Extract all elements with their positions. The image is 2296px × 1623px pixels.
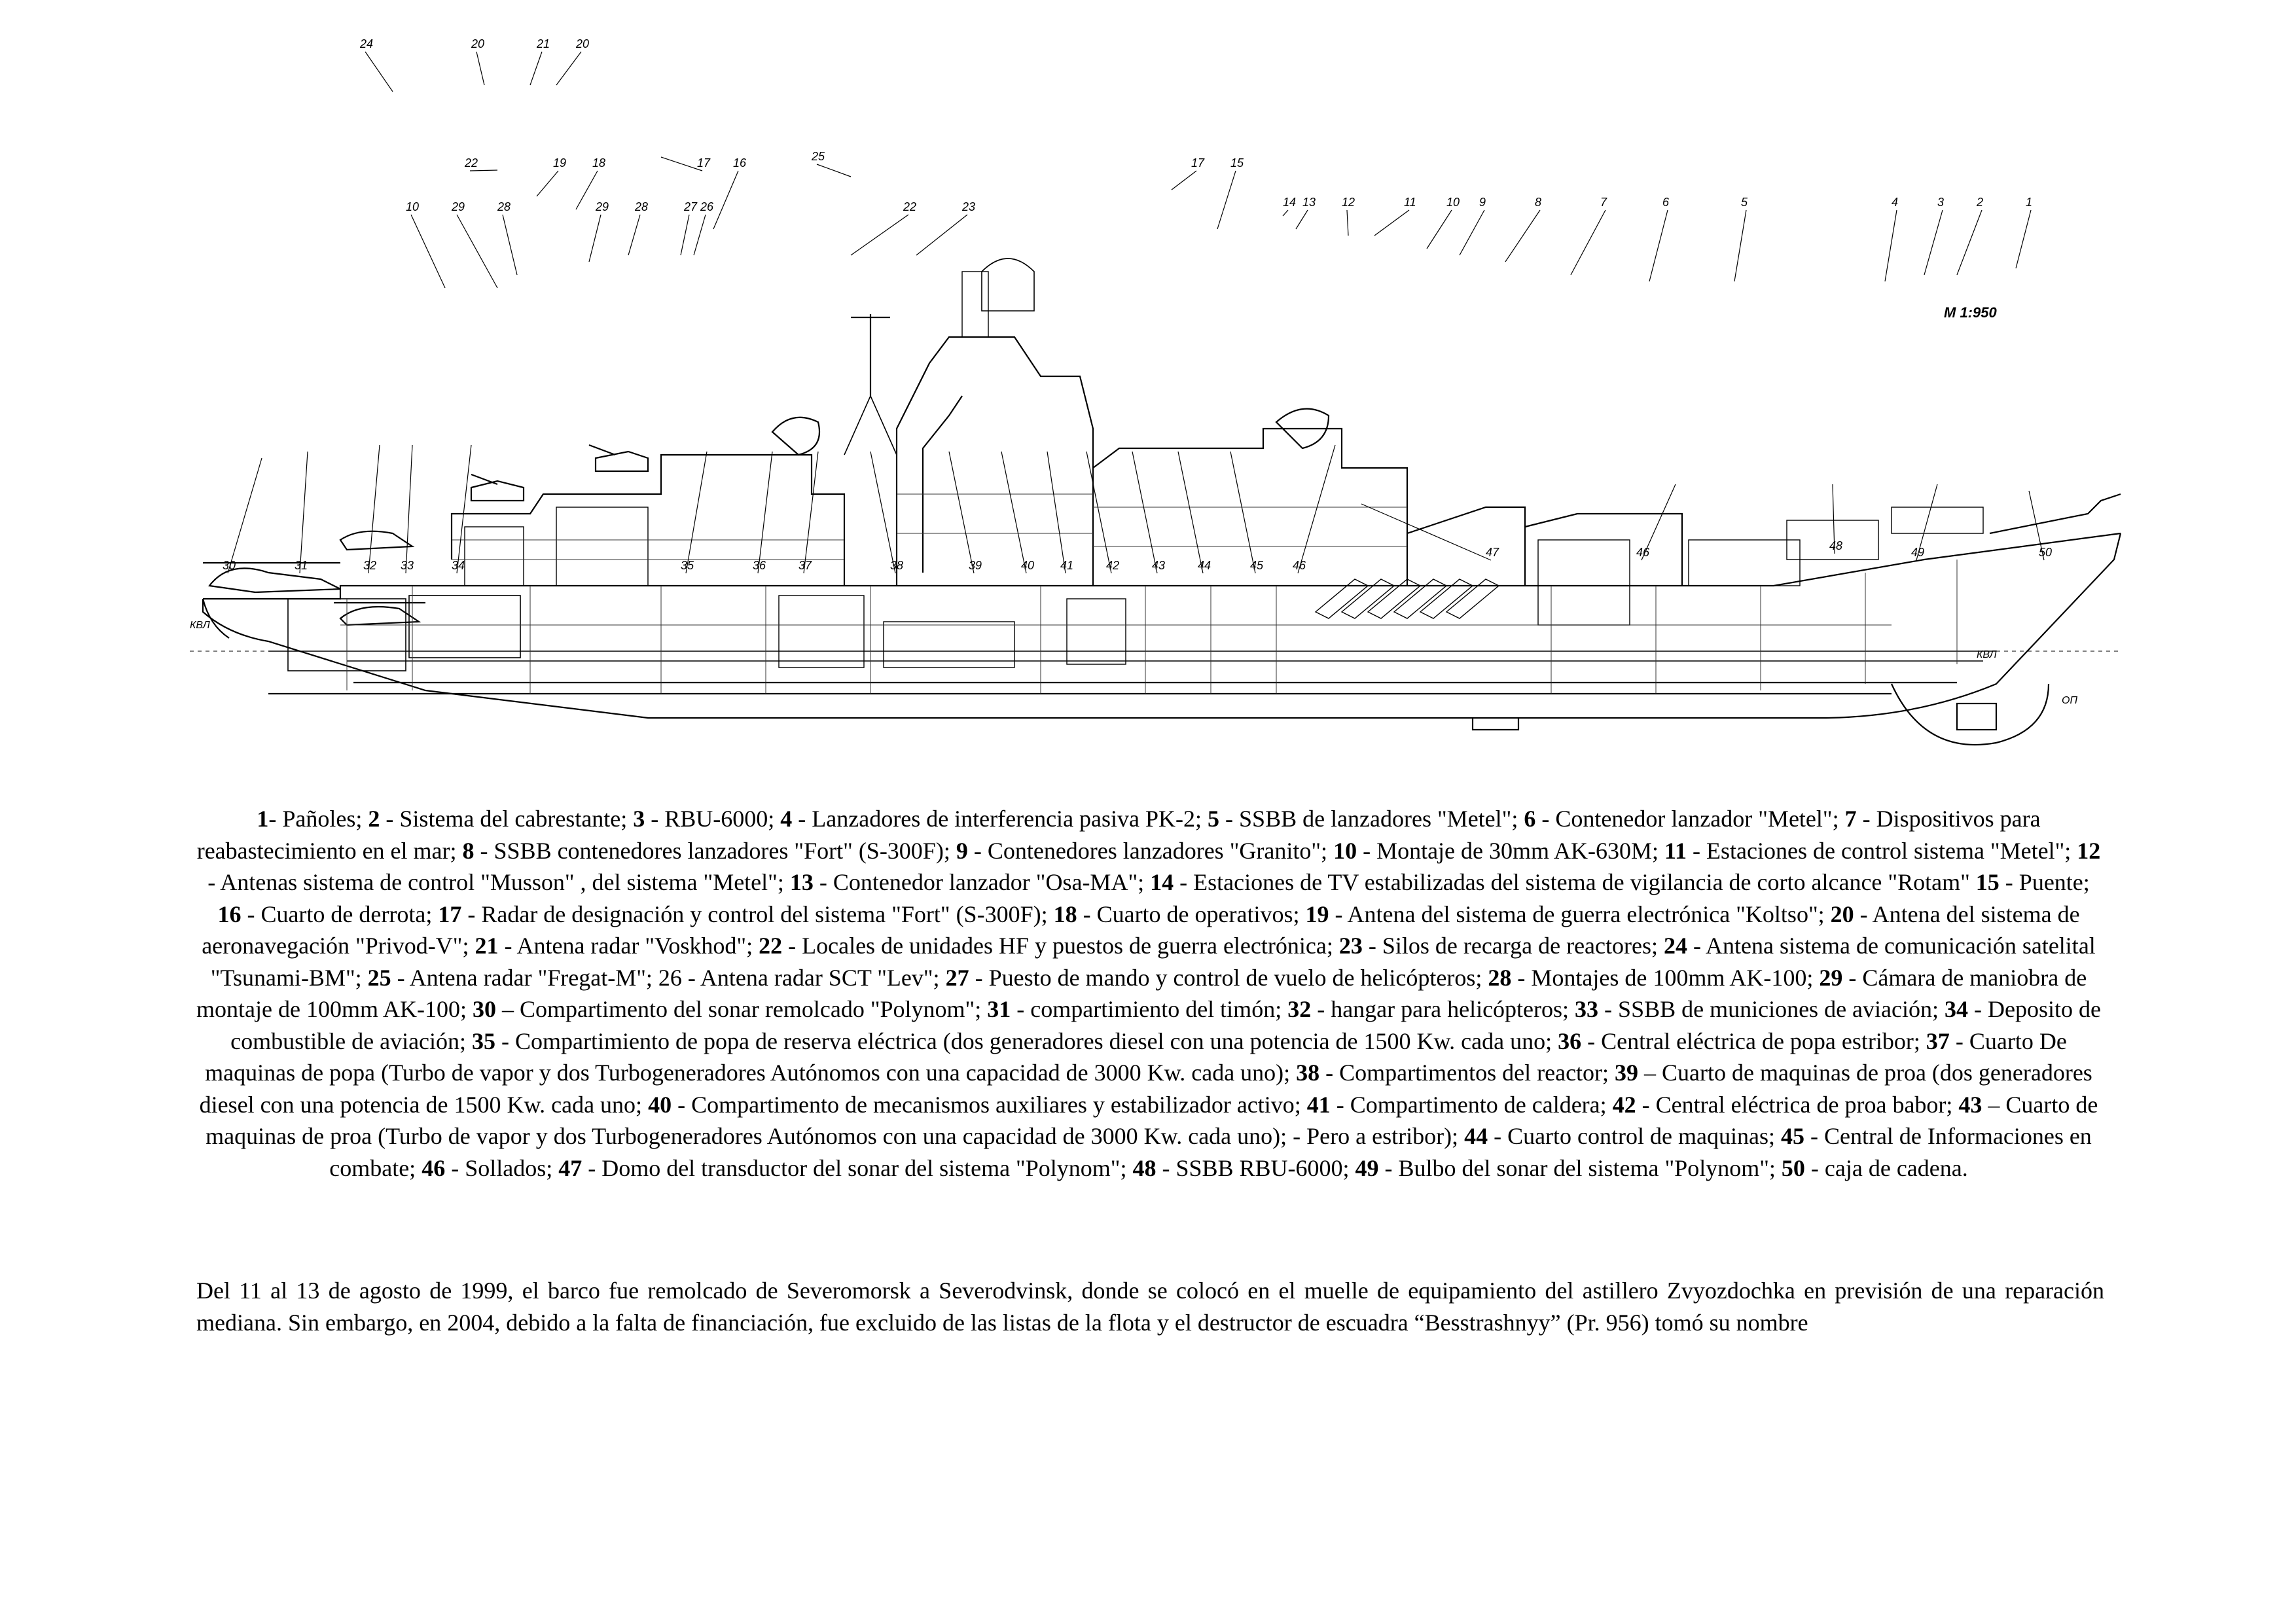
legend-item: 3 - RBU-6000; (633, 806, 775, 832)
legend-item: 27 - Puesto de mando y control de vuelo de helicópteros; (945, 964, 1482, 991)
callout-leader-line (1172, 171, 1196, 190)
callout-leader-line (411, 215, 445, 288)
legend-item-number: 38 (1296, 1060, 1320, 1086)
ship-profile-drawing (190, 37, 2121, 808)
legend-item-number: 23 (1338, 933, 1363, 959)
callout-number: 26 (700, 200, 714, 213)
legend-item-text: Cámara de maniobra de montaje de 100mm AK-100; (196, 964, 2087, 1022)
legend-item: 8 - SSBB contenedores lanzadores "Fort" (S-300F); (462, 837, 950, 864)
callout-leader-line (628, 215, 640, 255)
callout-leader-line (365, 52, 393, 92)
callout-number: 9 (1479, 196, 1486, 209)
legend-item: 50 - caja de cadena. (1781, 1154, 1968, 1181)
legend-item: 13 - Contenedor lanzador "Osa-MA"; (789, 869, 1145, 895)
legend-item: 12 - Antenas sistema de control "Musson" , del sistema "Metel"; (207, 837, 2101, 895)
legend-item-text: SSBB RBU-6000; (1175, 1154, 1350, 1181)
callout-leader-line (1374, 210, 1409, 236)
legend-item-number: 27 (945, 964, 969, 991)
legend-item-number: 31 (987, 996, 1011, 1022)
legend-item-text: Radar de designación y control del sistema "Fort" (S-300F); (481, 901, 1048, 927)
legend-item: 6 - Contenedor lanzador "Metel"; (1524, 806, 1839, 832)
sonar-bulb (1892, 684, 2049, 745)
callout-number: 7 (1600, 196, 1607, 209)
legend-item-text: caja de cadena. (1824, 1154, 1968, 1181)
callout-number: 41 (1060, 559, 1074, 572)
legend-item-number: 44 (1464, 1123, 1488, 1149)
callout-leader-line (1086, 452, 1111, 573)
callout-number: 17 (1191, 156, 1205, 169)
legend-item: 16 - Cuarto de derrota; (217, 901, 433, 927)
legend-item: 40 - Compartimento de mecanismos auxiliares y estabilizador activo; (648, 1091, 1301, 1118)
legend-item-text: Pañoles; (282, 806, 363, 832)
legend-item-number: 43 (1958, 1091, 1982, 1118)
legend-item-text: Cuarto de maquinas de proa (Turbo de vapor y dos Turbogeneradores Autónomos con una capacidad de 3000 Kw. cada uno); - Pero a estribor); (206, 1091, 2098, 1149)
legend-item: 36 - Central eléctrica de popa estribor; (1558, 1027, 1920, 1054)
legend-item-text: Montaje de 30mm AK-630M; (1376, 837, 1659, 864)
legend-item-text: compartimiento del timón; (1030, 996, 1282, 1022)
callout-leader-line (713, 171, 738, 229)
waterline-label-bow: КВЛ (1977, 649, 1997, 660)
callout-number: 42 (1106, 559, 1120, 572)
callout-leader-line (556, 52, 581, 85)
legend-item: 43 – Cuarto de maquinas de proa (Turbo de vapor y dos Turbogeneradores Autónomos con una capacidad de 3000 Kw. cada uno); - Pero a estribor); (206, 1091, 2098, 1149)
callout-number: 47 (1486, 546, 1499, 559)
legend-item-text: Cuarto de operativos; (1096, 901, 1300, 927)
callout-number: 21 (537, 37, 550, 50)
callout-leader-line (476, 52, 484, 85)
legend-item-number: 33 (1575, 996, 1599, 1022)
callout-number: 22 (465, 156, 478, 169)
callout-leader-line (589, 215, 601, 262)
legend-item-text: Silos de recarga de reactores; (1382, 933, 1658, 959)
callout-number: 49 (1911, 546, 1925, 559)
legend-item-number: 48 (1132, 1154, 1157, 1181)
legend-item: 14 - Estaciones de TV estabilizadas del sistema de vigilancia de corto alcance "Rotam" (1150, 869, 1970, 895)
callout-leader-line (1047, 452, 1066, 573)
legend-item-text: hangar para helicópteros; (1331, 996, 1570, 1022)
legend-item-number: 5 (1208, 806, 1220, 832)
legend-item-text: Cuarto control de maquinas; (1507, 1123, 1775, 1149)
legend-item-number: 17 (438, 901, 462, 927)
callout-leader-line (406, 445, 412, 573)
main-mast-block (897, 337, 1093, 586)
callout-leader-line (1734, 210, 1746, 281)
callout-number: 50 (2039, 546, 2053, 559)
legend-item: 42 - Central eléctrica de proa babor; (1612, 1091, 1953, 1118)
legend-item: 41 - Compartimento de caldera; (1306, 1091, 1607, 1118)
legend-item-number: 41 (1306, 1091, 1331, 1118)
legend-item-number: 34 (1944, 996, 1968, 1022)
legend-item: 32 - hangar para helicópteros; (1287, 996, 1570, 1022)
callout-number: 23 (962, 200, 976, 213)
callout-leader-line (503, 215, 517, 275)
legend-item: 9 - Contenedores lanzadores "Granito"; (956, 837, 1328, 864)
legend-item-text: Compartimento del sonar remolcado "Polynom"; (519, 996, 982, 1022)
callout-leader-line (694, 215, 706, 255)
callout-number: 45 (1250, 559, 1264, 572)
callout-leader-line (300, 452, 308, 573)
legend-item: 35 - Compartimiento de popa de reserva eléctrica (dos generadores diesel con una potencia de 1500 Kw. cada uno; (472, 1027, 1552, 1054)
callout-number: 12 (1342, 196, 1355, 209)
legend-item-number: 13 (789, 869, 814, 895)
legend-item-number: 39 (1615, 1060, 1639, 1086)
legend-item: 15 - Puente; (1975, 869, 2090, 895)
callout-number: 33 (401, 559, 414, 572)
legend-item-text: Central eléctrica de popa estribor; (1601, 1027, 1920, 1054)
legend-item-number: 16 (217, 901, 242, 927)
sonar-dome (1473, 718, 1518, 730)
callout-leader-line (1217, 171, 1236, 229)
legend-item: 49 - Bulbo del sonar del sistema "Polynom"; (1355, 1154, 1776, 1181)
callout-leader-line (1283, 210, 1288, 216)
bulb-label: ОП (2062, 695, 2078, 706)
legend-item-text: Lanzadores de interferencia pasiva PK-2; (812, 806, 1202, 832)
legend-item-number: 8 (462, 837, 475, 864)
callout-number: 4 (1892, 196, 1899, 209)
legend-item-number: 6 (1524, 806, 1536, 832)
callout-leader-line (1571, 210, 1605, 275)
legend-item-number: 3 (633, 806, 645, 832)
legend-item-number: 47 (558, 1154, 583, 1181)
callout-leader-line (1885, 210, 1897, 281)
legend-item-text: Contenedores lanzadores "Granito"; (987, 837, 1328, 864)
callout-number: 3 (1937, 196, 1945, 209)
callout-leader-line (1649, 210, 1668, 281)
callout-number: 22 (903, 200, 917, 213)
legend-item-text: Bulbo del sonar del sistema "Polynom"; (1398, 1154, 1776, 1181)
legend-item: 1- Pañoles; (257, 806, 363, 832)
callout-leader-line (530, 52, 542, 85)
callout-number: 39 (969, 559, 982, 572)
legend-item-text: Cuarto de maquinas de proa (dos generadores diesel con una potencia de 1500 Kw. cada uno; (199, 1060, 2092, 1118)
legend-item: 29 - Cámara de maniobra de montaje de 100mm AK-100; (196, 964, 2087, 1022)
callout-number: 10 (406, 200, 420, 213)
legend-item: 20 - Antena del sistema de aeronavegación "Privod-V"; (202, 901, 2080, 959)
callout-leader-line (1298, 445, 1335, 573)
legend-item-number: 30 (472, 996, 496, 1022)
legend-item-number: 24 (1663, 933, 1687, 959)
legend-item-number: 14 (1150, 869, 1174, 895)
callout-number: 24 (360, 37, 374, 50)
callout-number: 32 (363, 559, 377, 572)
legend-item-number: 10 (1333, 837, 1357, 864)
legend-item-text: RBU-6000; (664, 806, 775, 832)
legend-item-number: 42 (1612, 1091, 1636, 1118)
callout-number: 27 (684, 200, 698, 213)
legend-item-text: Antena radar "Fregat-M"; 26 - Antena radar SCT "Lev"; (409, 964, 940, 991)
legend-item-number: 45 (1780, 1123, 1804, 1149)
callout-leader-line (1001, 452, 1026, 573)
callout-number: 36 (753, 559, 766, 572)
legend-item: 48 - SSBB RBU-6000; (1132, 1154, 1350, 1181)
callout-leader-line (817, 164, 851, 177)
legend-item-text: Antena sistema de comunicación satelital "Tsunami-BM"; (210, 933, 2096, 991)
legend-item-text: Dispositivos para reabastecimiento en el mar; (196, 806, 2041, 864)
legend-item-text: Contenedor lanzador "Osa-MA"; (833, 869, 1145, 895)
callout-number: 40 (1021, 559, 1035, 572)
callout-leader-line (1132, 452, 1157, 573)
legend-item: 30 – Compartimento del sonar remolcado "Polynom"; (472, 996, 982, 1022)
callout-number: 35 (681, 559, 694, 572)
legend-item-text: SSBB de lanzadores "Metel"; (1239, 806, 1518, 832)
callout-number: 43 (1152, 559, 1166, 572)
legend-item-number: 36 (1558, 1027, 1582, 1054)
legend-item: 4 - Lanzadores de interferencia pasiva PK-2; (780, 806, 1202, 832)
callout-number: 37 (798, 559, 812, 572)
helicopter-hangar (340, 607, 419, 625)
legend-item: 38 - Compartimentos del reactor; (1296, 1060, 1609, 1086)
legend-item: 46 - Sollados; (422, 1154, 553, 1181)
callout-number: 15 (1230, 156, 1244, 169)
callout-number: 20 (576, 37, 590, 50)
legend-item: 17 - Radar de designación y control del sistema "Fort" (S-300F); (438, 901, 1048, 927)
legend-item-number: 29 (1819, 964, 1843, 991)
legend-item-text: Cuarto De maquinas de popa (Turbo de vapor y dos Turbogeneradores Autónomos con una capacidad de 3000 Kw. cada uno); (205, 1027, 2067, 1086)
legend-item-number: 19 (1305, 901, 1329, 927)
legend-item: 23 - Silos de recarga de reactores; (1338, 933, 1658, 959)
legend-item-text: Sistema del cabrestante; (399, 806, 628, 832)
callout-number: 17 (697, 156, 711, 169)
callout-leader-line (758, 452, 772, 573)
callout-leader-line (1427, 210, 1452, 249)
legend-item-text: Puente; (2018, 869, 2090, 895)
legend-item-number: 18 (1053, 901, 1077, 927)
legend-item-text: Puesto de mando y control de vuelo de helicópteros; (988, 964, 1482, 991)
legend-item-number: 25 (367, 964, 391, 991)
legend-item-number: 35 (472, 1027, 496, 1054)
callout-number: 25 (812, 150, 825, 163)
legend-item-text: Cuarto de derrota; (260, 901, 433, 927)
legend-item-number: 7 (1844, 806, 1857, 832)
history-note: Del 11 al 13 de agosto de 1999, el barco fue remolcado de Severomorsk a Severodvinsk, donde se colocó en el muelle de equipamiento del astillero Zvyozdochka en previsión de una reparación mediana. Sin embargo, en 2004, debido a la falta de financiación, fue excluido de las listas de la flota y el destructor de escuadra “Besstrashnyy” (Pr. 956) tomó su nombre (196, 1277, 2104, 1336)
legend-item-number: 50 (1781, 1154, 1805, 1181)
legend-item-text: Antena del sistema de guerra electrónica "Koltso"; (1347, 901, 1825, 927)
legend-item-text: Sollados; (465, 1154, 553, 1181)
legend-item-number: 4 (780, 806, 793, 832)
callout-leader-line (368, 445, 380, 573)
callout-number: 28 (635, 200, 649, 213)
legend-item-number: 12 (2077, 837, 2101, 864)
legend-item-text: SSBB contenedores lanzadores "Fort" (S-300F); (493, 837, 950, 864)
legend-paragraph (196, 803, 2101, 1184)
legend-item-number: 1 (257, 806, 269, 832)
callout-leader-line (576, 171, 598, 209)
legend-item: 11 - Estaciones de control sistema "Metel"; (1664, 837, 2072, 864)
callout-number: 38 (890, 559, 904, 572)
callout-leader-line (949, 452, 974, 573)
callout-leader-line (1957, 210, 1982, 275)
legend-item-text: Central de Informaciones en combate; (329, 1123, 2092, 1181)
callout-leader-line (1460, 210, 1484, 255)
legend-item: 24 - Antena sistema de comunicación satelital "Tsunami-BM"; (210, 933, 2096, 991)
callout-leader-line (457, 445, 471, 573)
callout-leader-line (681, 215, 689, 255)
callout-leader-line (2016, 210, 2031, 268)
legend-item: 34 - Deposito de combustible de aviación; (230, 996, 2101, 1054)
legend-item: 21 - Antena radar "Voskhod"; (475, 933, 753, 959)
legend-item-text: Antena radar "Voskhod"; (516, 933, 753, 959)
legend-item: 44 - Cuarto control de maquinas; (1464, 1123, 1775, 1149)
callout-number: 8 (1535, 196, 1542, 209)
callout-leader-line (470, 170, 497, 171)
legend-item-number: 49 (1355, 1154, 1379, 1181)
legend-item-text: Antena del sistema de aeronavegación "Privod-V"; (202, 901, 2080, 959)
legend-item-number: 11 (1664, 837, 1687, 864)
legend-item-number: 20 (1830, 901, 1854, 927)
legend-item: 22 - Locales de unidades HF y puestos de guerra electrónica; (759, 933, 1333, 959)
legend-item: 18 - Cuarto de operativos; (1053, 901, 1300, 927)
legend-item-text: Compartimentos del reactor; (1339, 1060, 1609, 1086)
waterline-label-stern: КВЛ (190, 620, 210, 631)
ship-cutaway-diagram (190, 37, 2121, 808)
callout-number: 31 (295, 559, 308, 572)
legend-item-number: 22 (759, 933, 783, 959)
callout-number: 34 (452, 559, 465, 572)
legend-item-number: 9 (956, 837, 968, 864)
callout-leader-line (686, 452, 707, 573)
legend-item: 31 - compartimiento del timón; (987, 996, 1282, 1022)
legend-item-text: Central eléctrica de proa babor; (1655, 1091, 1953, 1118)
callout-leader-line (661, 157, 702, 171)
legend-item-text: Antenas sistema de control "Musson" , del sistema "Metel"; (220, 869, 784, 895)
stern-transom (203, 599, 229, 638)
callout-number: 18 (592, 156, 606, 169)
callout-leader-line (1230, 452, 1255, 573)
legend-item: 45 - Central de Informaciones en combate; (329, 1123, 2092, 1181)
callout-leader-line (1924, 210, 1943, 275)
callout-number: 30 (223, 559, 236, 572)
legend-item: 47 - Domo del transductor del sonar del sistema "Polynom"; (558, 1154, 1127, 1181)
legend-item-number: 46 (422, 1154, 446, 1181)
legend-item-text: Montajes de 100mm AK-100; (1531, 964, 1814, 991)
scale-label: M 1:950 (1944, 304, 1997, 321)
callout-number: 2 (1977, 196, 1984, 209)
callout-leader-line (1505, 210, 1540, 262)
callout-number: 5 (1741, 196, 1748, 209)
callout-number: 20 (471, 37, 485, 50)
legend-item: 25 - Antena radar "Fregat-M"; 26 - Antena radar SCT "Lev"; (367, 964, 940, 991)
legend-item-text: Estaciones de TV estabilizadas del sistema de vigilancia de corto alcance "Rotam" (1193, 869, 1970, 895)
callout-leader-line (916, 215, 967, 255)
callout-number: 6 (1662, 196, 1670, 209)
legend-item-text: Compartimento de caldera; (1350, 1091, 1607, 1118)
legend-item-text: Locales de unidades HF y puestos de guerra electrónica; (802, 933, 1333, 959)
callout-leader-line (457, 215, 497, 288)
callout-number: 13 (1302, 196, 1316, 209)
callout-number: 29 (452, 200, 465, 213)
legend-item-number: 40 (648, 1091, 672, 1118)
legend-item-text: Compartimiento de popa de reserva eléctrica (dos generadores diesel con una potencia de 1500 Kw. cada uno; (515, 1027, 1552, 1054)
legend-item-text: Estaciones de control sistema "Metel"; (1706, 837, 2072, 864)
legend-item: 37 - Cuarto De maquinas de popa (Turbo de vapor y dos Turbogeneradores Autónomos con una capacidad de 3000 Kw. cada uno); (205, 1027, 2067, 1086)
legend-item: 7 - Dispositivos para reabastecimiento en el mar; (196, 806, 2041, 864)
legend-item: 2 - Sistema del cabrestante; (368, 806, 628, 832)
callout-number: 19 (553, 156, 567, 169)
legend-item-number: 15 (1975, 869, 2000, 895)
legend-item: 33 - SSBB de municiones de aviación; (1575, 996, 1939, 1022)
legend-item: 5 - SSBB de lanzadores "Metel"; (1208, 806, 1518, 832)
callout-number: 46 (1293, 559, 1306, 572)
legend-item-number: 28 (1488, 964, 1512, 991)
callout-leader-line (870, 452, 895, 573)
legend-item-number: 2 (368, 806, 380, 832)
legend-item-number: 21 (475, 933, 499, 959)
callout-leader-line (1178, 452, 1203, 573)
callout-leader-line (851, 215, 908, 255)
legend-item-text: Deposito de combustible de aviación; (230, 996, 2101, 1054)
fort-radar-aft (772, 418, 819, 455)
callout-number: 10 (1446, 196, 1460, 209)
callout-leader-line (1296, 210, 1308, 229)
legend-item-text: Domo del transductor del sonar del sistema "Polynom"; (601, 1154, 1127, 1181)
legend-item: 39 – Cuarto de maquinas de proa (dos generadores diesel con una potencia de 1500 Kw. cada uno; (199, 1060, 2092, 1118)
callout-number: 44 (1198, 559, 1211, 572)
callout-number: 46 (1636, 546, 1650, 559)
legend-item: 28 - Montajes de 100mm AK-100; (1488, 964, 1814, 991)
legend-item-number: 37 (1926, 1027, 1950, 1054)
callout-leader-line (537, 171, 558, 196)
callout-numbers (223, 37, 2052, 573)
legend-item-text: SSBB de municiones de aviación; (1618, 996, 1939, 1022)
callout-number: 11 (1404, 196, 1416, 209)
callout-number: 48 (1829, 539, 1843, 552)
legend-item-text: Compartimento de mecanismos auxiliares y estabilizador activo; (691, 1091, 1301, 1118)
callout-number: 28 (497, 200, 511, 213)
callout-number: 16 (733, 156, 747, 169)
callout-number: 29 (596, 200, 609, 213)
legend-item: 19 - Antena del sistema de guerra electrónica "Koltso"; (1305, 901, 1825, 927)
legend-item-text: Contenedor lanzador "Metel"; (1555, 806, 1839, 832)
legend-item: 10 - Montaje de 30mm AK-630M; (1333, 837, 1659, 864)
callout-number: 1 (2026, 196, 2033, 209)
callout-number: 14 (1283, 196, 1297, 209)
callout-leader-line (228, 458, 262, 573)
callout-leader-line (1347, 210, 1348, 236)
legend-item-number: 32 (1287, 996, 1312, 1022)
